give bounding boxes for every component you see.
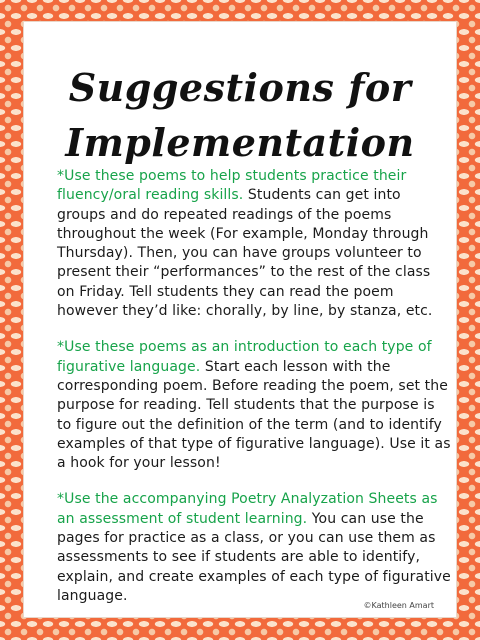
suggestion-highlight-2: *Use these poems as an introduction to each type of figurative language. [57, 339, 432, 375]
suggestion-paragraph-3 [57, 490, 452, 606]
content-card [23, 21, 457, 618]
title-line-1: Suggestions for [68, 65, 412, 110]
suggestion-highlight-1: *Use these poems to help students practice their fluency/oral reading skills. [57, 168, 407, 204]
suggestion-highlight-3: *Use the accompanying Poetry Analyzation Sheets as an assessment of student learning. [57, 491, 438, 527]
copyright-credit: ©Kathleen Amart [363, 601, 434, 610]
suggestion-text-3: You can use the pages for practice as a class, or you can use them as assessments to see if students are able to identify, explain, and create examples of each type of figurative language. [57, 510, 451, 604]
suggestion-paragraph-1 [57, 167, 452, 321]
suggestions-list [57, 167, 452, 623]
suggestion-paragraph-2 [57, 338, 452, 473]
title-line-2: Implementation [65, 120, 415, 165]
page-title [24, 60, 456, 170]
suggestion-text-2: Start each lesson with the corresponding poem. Before reading the poem, set the purpose for reading. Tell students that the purpose is to figure out the definition of the term (and to identify examples of that type of figurative language). Use it as a hook for your lesson! [57, 358, 451, 472]
suggestion-text-1: Students can get into groups and do repeated readings of the poems throughout the week (For example, Monday through Thursday). Then, you can have groups volunteer to present their “performances” to the rest of the class on Friday. Tell students they can read the poem however they’d like: chorally, by line, by stanza, etc. [57, 187, 433, 320]
